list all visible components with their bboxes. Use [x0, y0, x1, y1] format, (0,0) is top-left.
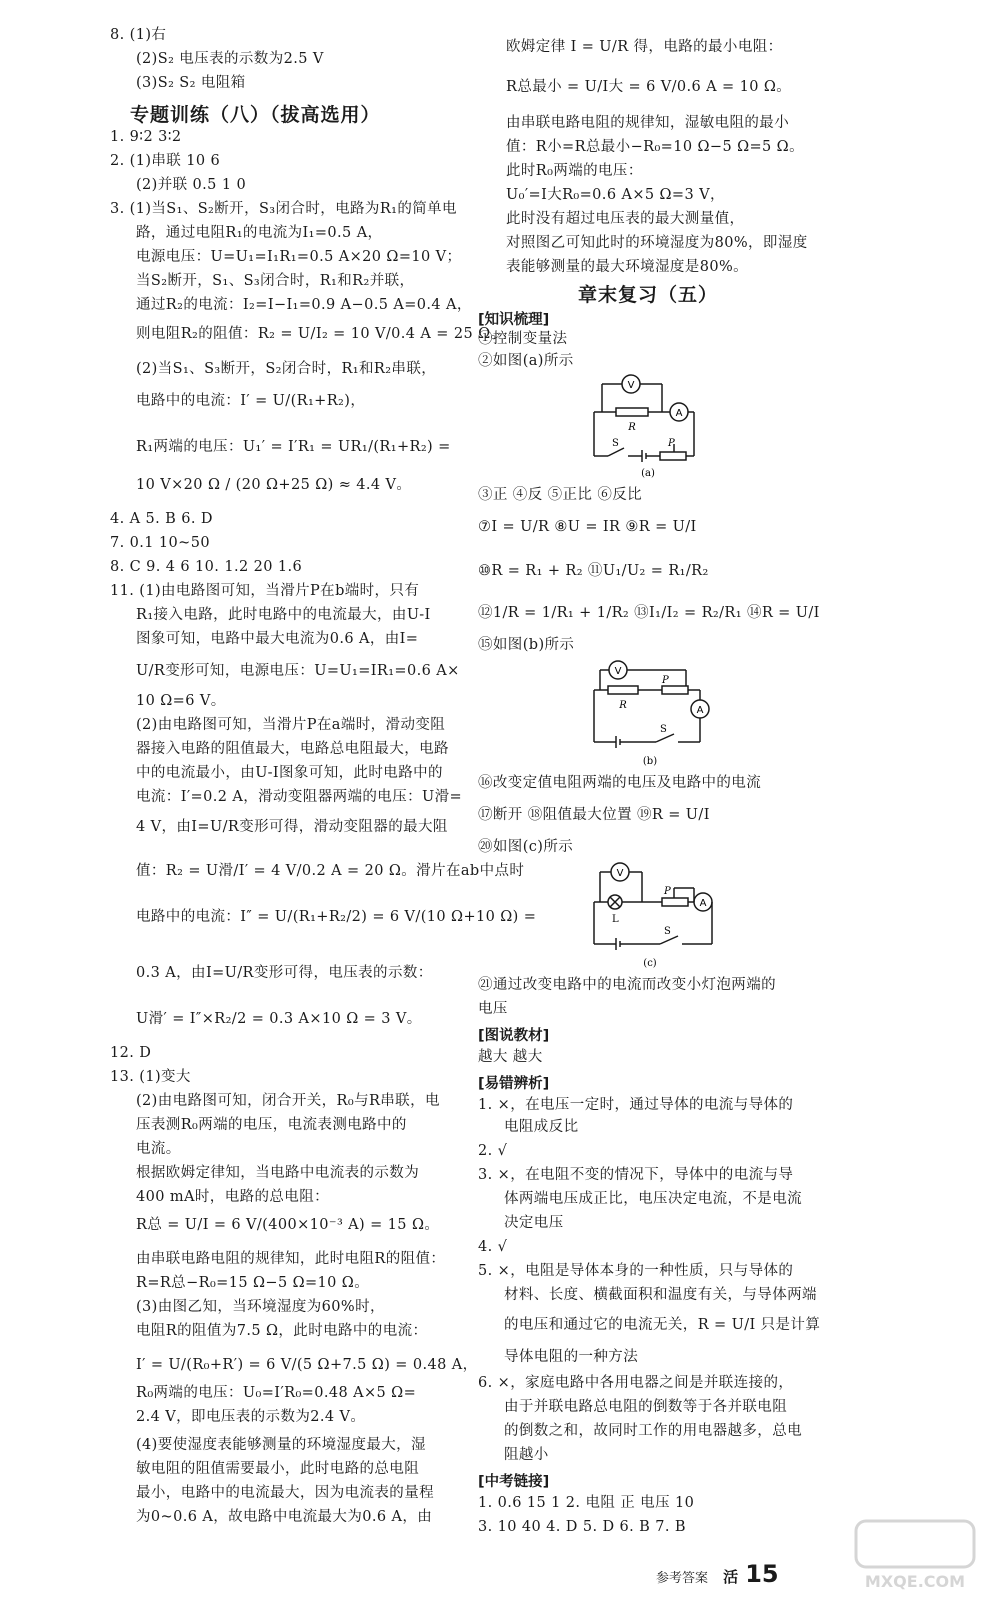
- answer-line: 13. (1)变大: [110, 1069, 191, 1085]
- answer-line: 则电阻R₂的阻值：R₂ = U/I₂ = 10 V/0.4 A = 25 Ω。: [136, 326, 506, 342]
- answer-line: 10 V×20 Ω / (20 Ω+25 Ω) ≈ 4.4 V。: [136, 477, 412, 493]
- answer-line: 电流：I′=0.2 A，滑动变阻器两端的电压：U滑=: [136, 789, 463, 805]
- answer-line: R总 = U/I = 6 V/(400×10⁻³ A) = 15 Ω。: [136, 1217, 440, 1233]
- answer-line: 8. C 9. 4 6 10. 1.2 20 1.6: [110, 559, 303, 575]
- answer-line: 0.3 A，由I=U/R变形可得，电压表的示数：: [136, 965, 433, 981]
- answer-line: 2. √: [478, 1143, 508, 1159]
- answer-line: 材料、长度、横截面积和温度有关，与导体两端: [504, 1287, 817, 1303]
- answer-line: 6. ×，家庭电路中各用电器之间是并联连接的，: [478, 1375, 794, 1391]
- answer-line: 1. ×，在电压一定时，通过导体的电流与导体的: [478, 1097, 794, 1113]
- subsection-heading: [知识梳理]: [478, 312, 550, 328]
- answer-line: 对照图乙可知此时的环境湿度为80%，即湿度: [506, 235, 808, 251]
- answer-line: 路，通过电阻R₁的电流为I₁=0.5 A，: [136, 225, 383, 241]
- subsection-heading: [图说教材]: [478, 1028, 550, 1044]
- answer-line: 通过R₂的电流：I₂=I−I₁=0.9 A−0.5 A=0.4 A，: [136, 297, 472, 313]
- answer-line: (2)由电路图可知，闭合开关，R₀与R串联，电: [136, 1093, 440, 1109]
- answer-line: (3)S₂ S₂ 电阻箱: [136, 75, 246, 91]
- answer-line: 由串联电路电阻的规律知，此时电阻R的阻值：: [136, 1251, 446, 1267]
- answer-line: R₁接入电路，此时电路中的电流最大，由U-I: [136, 607, 431, 623]
- answer-line: 5. ×，电阻是导体本身的一种性质，只与导体的: [478, 1263, 794, 1279]
- answer-line: (3)由图乙知，当环境湿度为60%时，: [136, 1299, 385, 1315]
- answer-line: ⑩R = R₁ + R₂ ⑪U₁/U₂ = R₁/R₂: [478, 563, 709, 579]
- answer-line: 3. (1)当S₁、S₂断开，S₃闭合时，电路为R₁的简单电: [110, 201, 457, 217]
- answer-line: 4. A 5. B 6. D: [110, 511, 213, 527]
- answer-line: 由串联电路电阻的规律知，湿敏电阻的最小: [506, 115, 790, 131]
- figure-caption: (b): [642, 756, 658, 767]
- answer-line: I′ = U/(R₀+R′) = 6 V/(5 Ω+7.5 Ω) = 0.48 A，: [136, 1357, 478, 1373]
- answer-line: ⑳如图(c)所示: [478, 839, 574, 855]
- answer-line: 器接入电路的阻值最大，电路总电阻最大，电路: [136, 741, 449, 757]
- section-title: 章末复习（五）: [578, 284, 719, 306]
- answer-line: 图象可知，电路中最大电流为0.6 A，由I=: [136, 631, 419, 647]
- answer-line: R₁两端的电压：U₁′ = I′R₁ = UR₁/(R₁+R₂) =: [136, 439, 451, 455]
- answer-line: 7. 0.1 10~50: [110, 535, 210, 551]
- answer-line: 10 Ω=6 V。: [136, 693, 226, 709]
- answer-line: (2)S₂ 电压表的示数为2.5 V: [136, 51, 324, 67]
- answer-line: 表能够测量的最大环境湿度是80%。: [506, 259, 749, 275]
- answer-line: 敏电阻的阻值需要最小，此时电路的总电阻: [136, 1461, 420, 1477]
- answer-line: 电阻R的阻值为7.5 Ω，此时电路中的电流：: [136, 1323, 428, 1339]
- footer-label: 参考答案: [656, 1571, 709, 1586]
- answer-line: 的电压和通过它的电流无关，R = U/I 只是计算: [504, 1317, 821, 1333]
- answer-line: (2)并联 0.5 1 0: [136, 177, 247, 193]
- lamp-label: L: [612, 914, 619, 925]
- figure-caption: (c): [643, 958, 657, 969]
- page-number: 15: [745, 1560, 779, 1588]
- answer-line: 由于并联电路总电阻的倒数等于各并联电阻: [504, 1399, 788, 1415]
- answer-line: R=R总−R₀=15 Ω−5 Ω=10 Ω。: [136, 1275, 370, 1291]
- answer-line: 11. (1)由电路图可知，当滑片P在b端时，只有: [110, 583, 420, 599]
- answer-line: R总最小 = U/I大 = 6 V/0.6 A = 10 Ω。: [506, 79, 792, 95]
- circuit-diagram-a: [588, 370, 708, 480]
- answer-line: (4)要使湿度表能够测量的环境湿度最大，湿: [136, 1437, 426, 1453]
- answer-line: ⑮如图(b)所示: [478, 637, 575, 653]
- answer-line: 欧姆定律 I = U/R 得，电路的最小电阻：: [506, 39, 783, 55]
- answer-line: 的倒数之和，故同时工作的用电器越多，总电: [504, 1423, 802, 1439]
- answer-line: 电阻成反比: [504, 1119, 579, 1135]
- circuit-diagram-b: [590, 656, 720, 768]
- answer-line: ⑫1/R = 1/R₁ + 1/R₂ ⑬I₁/I₂ = R₂/R₁ ⑭R = U/I: [478, 605, 820, 621]
- answer-line: 电路中的电流：I″ = U/(R₁+R₂/2) = 6 V/(10 Ω+10 Ω) =: [136, 909, 537, 925]
- answer-line: 值：R小=R总最小−R₀=10 Ω−5 Ω=5 Ω。: [506, 139, 805, 155]
- answer-line: R₀两端的电压：U₀=I′R₀=0.48 A×5 Ω=: [136, 1385, 417, 1401]
- answer-line: 4 V，由I=U/R变形可得，滑动变阻器的最大阻: [136, 819, 448, 835]
- answer-line: 电流。: [136, 1141, 181, 1157]
- page-footer: [656, 1560, 779, 1588]
- voltmeter-symbol: V: [616, 868, 624, 879]
- answer-line: 当S₂断开，S₁、S₃闭合时，R₁和R₂并联，: [136, 273, 415, 289]
- circuit-diagram-c: [590, 858, 720, 970]
- switch-label: S: [612, 438, 619, 449]
- answer-line: 值：R₂ = U滑/I′ = 4 V/0.2 A = 20 Ω。滑片在ab中点时: [136, 863, 525, 879]
- voltmeter-symbol: V: [627, 380, 635, 391]
- answer-line: 体两端电压成正比，电压决定电流，不是电流: [504, 1191, 802, 1207]
- switch-label: S: [660, 724, 667, 735]
- answer-line: 最小，电路中的电流最大，因为电流表的量程: [136, 1485, 434, 1501]
- answer-line: ②如图(a)所示: [478, 353, 574, 369]
- answer-line: 阻越小: [504, 1447, 549, 1463]
- answer-line: 3. 10 40 4. D 5. D 6. B 7. B: [478, 1519, 686, 1535]
- answer-line: 电压: [478, 1001, 508, 1017]
- answer-line: 为0~0.6 A，故电路中电流最大为0.6 A，由: [136, 1509, 433, 1525]
- answer-line: 电路中的电流：I′ = U/(R₁+R₂)，: [136, 393, 366, 409]
- answer-line: ⑰断开 ⑱阻值最大位置 ⑲R = U/I: [478, 807, 710, 823]
- answer-line: 3. ×，在电阻不变的情况下，导体中的电流与导: [478, 1167, 794, 1183]
- answer-line: U滑′ = I″×R₂/2 = 0.3 A×10 Ω = 3 V。: [136, 1011, 422, 1027]
- slider-label: P: [662, 675, 669, 686]
- subsection-heading: [易错辨析]: [478, 1076, 550, 1092]
- figure-caption: (a): [641, 468, 655, 479]
- ammeter-symbol: A: [699, 898, 707, 909]
- answer-line: 12. D: [110, 1045, 152, 1061]
- answer-line: 1. 9∶2 3∶2: [110, 129, 182, 145]
- answer-line: ㉑通过改变电路中的电流而改变小灯泡两端的: [478, 977, 776, 993]
- answer-line: ③正 ④反 ⑤正比 ⑥反比: [478, 487, 643, 503]
- subsection-heading: [中考链接]: [478, 1474, 550, 1490]
- answer-line: 压表测R₀两端的电压，电流表测电路中的: [136, 1117, 407, 1133]
- resistor-label: R: [619, 700, 627, 711]
- answer-line: 越大 越大: [478, 1049, 543, 1065]
- answer-line: 导体电阻的一种方法: [504, 1349, 639, 1365]
- footer-page-prefix: 活: [723, 1568, 739, 1586]
- watermark-logo: [850, 1515, 980, 1595]
- answer-line: 2. (1)串联 10 6: [110, 153, 221, 169]
- answer-line: 2.4 V，即电压表的示数为2.4 V。: [136, 1409, 366, 1425]
- ammeter-symbol: A: [696, 705, 704, 716]
- answer-line: 此时没有超过电压表的最大测量值，: [506, 211, 745, 227]
- answer-line: U₀′=I大R₀=0.6 A×5 Ω=3 V，: [506, 187, 725, 203]
- answer-line: U/R变形可知，电源电压：U=U₁=IR₁=0.6 A×: [136, 663, 460, 679]
- ammeter-symbol: A: [675, 408, 683, 419]
- answer-line: 根据欧姆定律知，当电路中电流表的示数为: [136, 1165, 420, 1181]
- answer-line: (2)当S₁、S₃断开，S₂闭合时，R₁和R₂串联，: [136, 361, 437, 377]
- answer-line: ⑯改变定值电阻两端的电压及电路中的电流: [478, 775, 762, 791]
- voltmeter-symbol: V: [614, 666, 622, 677]
- answer-line: 4. √: [478, 1239, 508, 1255]
- slider-label: P: [668, 438, 675, 449]
- answer-line: 电源电压：U=U₁=I₁R₁=0.5 A×20 Ω=10 V；: [136, 249, 462, 265]
- answer-line: 1. 0.6 15 1 2. 电阻 正 电压 10: [478, 1495, 695, 1511]
- answer-line: ⑦I = U/R ⑧U = IR ⑨R = U/I: [478, 519, 697, 535]
- watermark-text: MXQE.COM: [864, 1572, 966, 1591]
- answer-line: 中的电流最小，由U-I图象可知，此时电路中的: [136, 765, 443, 781]
- answer-line: 决定电压: [504, 1215, 564, 1231]
- slider-label: P: [664, 886, 671, 897]
- section-title: 专题训练（八）（拔高选用）: [130, 104, 381, 126]
- switch-label: S: [664, 926, 671, 937]
- answer-line: 此时R₀两端的电压：: [506, 163, 643, 179]
- answer-line: ①控制变量法: [478, 331, 568, 347]
- resistor-label: R: [628, 422, 636, 433]
- answer-line: 400 mA时，电路的总电阻：: [136, 1189, 330, 1205]
- answer-line: 8. (1)右: [110, 27, 167, 43]
- answer-line: (2)由电路图可知，当滑片P在a端时，滑动变阻: [136, 717, 446, 733]
